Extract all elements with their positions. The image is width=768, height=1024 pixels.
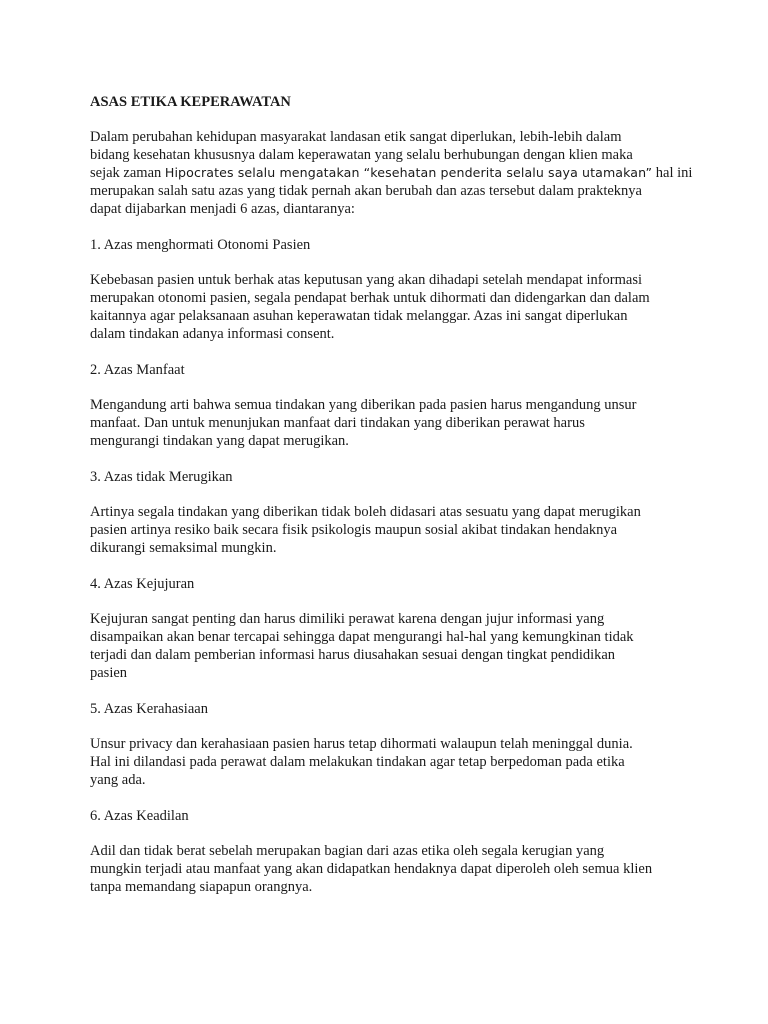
document-page	[90, 93, 693, 914]
intro-line: merupakan salah satu azas yang tidak pernah akan berubah dan azas tersebut dalam prakteknya	[90, 183, 642, 199]
intro-line: sejak zaman Hipocrates selalu mengatakan “kesehatan penderita selalu saya utamakan” hal ini	[90, 165, 693, 181]
sections-container	[90, 236, 690, 896]
intro-line: dapat dijabarkan menjadi 6 azas, diantaranya:	[90, 201, 355, 217]
paragraph-line: tanpa memandang siapapun orangnya.	[90, 879, 313, 895]
paragraph-line: Artinya segala tindakan yang diberikan tidak boleh didasari atas sesuatu yang dapat merugikan	[90, 504, 641, 520]
paragraph-line: dalam tindakan adanya informasi consent.	[90, 326, 335, 342]
section-paragraph	[90, 503, 690, 557]
intro-paragraph	[90, 128, 693, 218]
section-paragraph	[90, 735, 690, 789]
section-paragraph	[90, 842, 690, 896]
section-heading: 2. Azas Manfaat	[90, 362, 185, 378]
paragraph-line: Adil dan tidak berat sebelah merupakan bagian dari azas etika oleh segala kerugian yang	[90, 843, 605, 859]
section-heading: 4. Azas Kejujuran	[90, 576, 195, 592]
paragraph-line: manfaat. Dan untuk menunjukan manfaat dari tindakan yang diberikan perawat harus	[90, 415, 585, 431]
paragraph-line: Kejujuran sangat penting dan harus dimiliki perawat karena dengan jujur informasi yang	[90, 611, 605, 627]
section-paragraph	[90, 396, 690, 450]
paragraph-line: Kebebasan pasien untuk berhak atas keputusan yang akan dihadapi setelah mendapat informasi	[90, 272, 643, 288]
section-paragraph	[90, 610, 690, 682]
section-heading: 3. Azas tidak Merugikan	[90, 469, 233, 485]
paragraph-line: mengurangi tindakan yang dapat merugikan.	[90, 433, 349, 449]
paragraph-line: Mengandung arti bahwa semua tindakan yang diberikan pada pasien harus mengandung unsur	[90, 397, 637, 413]
paragraph-line: pasien	[90, 665, 128, 681]
intro-line: Dalam perubahan kehidupan masyarakat landasan etik sangat diperlukan, lebih-lebih dalam	[90, 129, 622, 145]
document-title: ASAS ETIKA KEPERAWATAN	[90, 94, 291, 110]
paragraph-line: mungkin terjadi atau manfaat yang akan didapatkan hendaknya dapat diperoleh oleh semua klien	[90, 861, 653, 877]
section-paragraph	[90, 271, 690, 343]
section-heading: 1. Azas menghormati Otonomi Pasien	[90, 237, 311, 253]
paragraph-line: dikurangi semaksimal mungkin.	[90, 540, 277, 556]
section-heading: 5. Azas Kerahasiaan	[90, 701, 208, 717]
paragraph-line: pasien artinya resiko baik secara fisik psikologis maupun sosial akibat tindakan hendaknya	[90, 522, 618, 538]
paragraph-line: kaitannya agar pelaksanaan asuhan keperawatan tidak melanggar. Azas ini sangat diperlukan	[90, 308, 628, 324]
intro-line: bidang kesehatan khususnya dalam keperawatan yang selalu berhubungan dengan klien maka	[90, 147, 633, 163]
paragraph-line: terjadi dan dalam pemberian informasi harus diusahakan sesuai dengan tingkat pendidikan	[90, 647, 616, 663]
paragraph-line: merupakan otonomi pasien, segala pendapat berhak untuk dihormati dan didengarkan dan dalam	[90, 290, 650, 306]
paragraph-line: Unsur privacy dan kerahasiaan pasien harus tetap dihormati walaupun telah meninggal dunia.	[90, 736, 633, 752]
paragraph-line: disampaikan akan benar tercapai sehingga dapat mengurangi hal-hal yang kemungkinan tidak	[90, 629, 634, 645]
paragraph-line: yang ada.	[90, 772, 146, 788]
paragraph-line: Hal ini dilandasi pada perawat dalam melakukan tindakan agar tetap berpedoman pada etika	[90, 754, 625, 770]
section-heading: 6. Azas Keadilan	[90, 808, 189, 824]
sans-fragment: Hipocrates selalu mengatakan “kesehatan penderita selalu saya utamakan”	[164, 165, 653, 180]
